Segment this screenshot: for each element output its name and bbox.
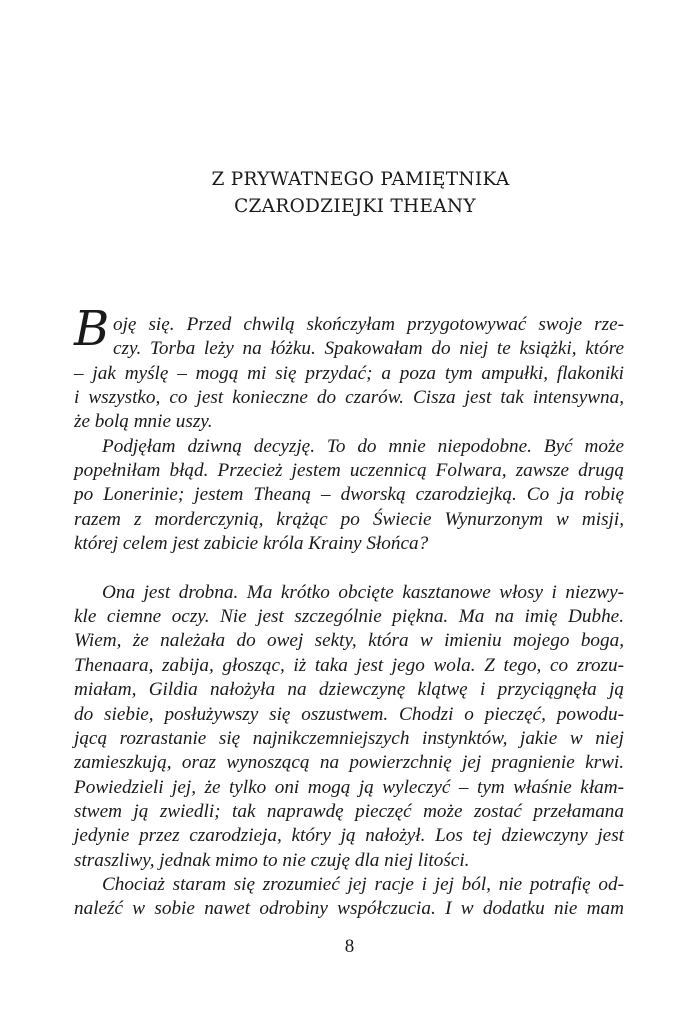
- paragraph: [74, 581, 624, 873]
- text-line: jedynie przez czarodzieja, który ją nałożył. Los tej dziewczyny jest: [74, 825, 624, 847]
- text-line: po Lonerinie; jestem Theaną – dworską czarodziejką. Co ja robię: [74, 484, 624, 506]
- text-line: i wszystko, co jest konieczne do czarów. Cisza jest tak intensywna,: [74, 387, 624, 409]
- page-number: 8: [344, 936, 355, 957]
- text-line: zamieszkują, oraz wynoszącą na powierzchnię jej pragnienie krwi.: [74, 752, 624, 774]
- paragraph: [74, 313, 624, 435]
- text-line: kle ciemne oczy. Nie jest szczególnie piękna. Ma na imię Dubhe.: [74, 606, 624, 628]
- text-line: czy. Torba leży na łóżku. Spakowałam do niej te książki, które: [113, 338, 624, 360]
- text-line: że bolą mnie uszy.: [74, 411, 213, 433]
- text-line: której celem jest zabicie króla Krainy Słońca?: [74, 533, 429, 555]
- chapter-title-line-1: Z PRYWATNEGO PAMIĘTNIKA: [211, 169, 510, 190]
- text-line: naleźć w sobie nawet odrobiny współczucia. I w dodatku nie mam: [74, 898, 624, 920]
- text-line: Wiem, że należała do owej sekty, która w imieniu mojego boga,: [74, 630, 624, 652]
- paragraph: [74, 873, 624, 922]
- paragraph: [74, 435, 624, 557]
- text-line: miałam, Gildia nałożyła na dziewczynę klątwę i przyciągnęła ją: [74, 679, 624, 701]
- text-line: Chociaż staram się zrozumieć jej racje i jej ból, nie potrafię od-: [102, 873, 624, 895]
- text-line: – jak myślę – mogą mi się przydać; a poza tym ampułki, flakoniki: [74, 362, 624, 384]
- text-line: popełniłam błąd. Przecież jestem uczennicą Folwara, zawsze drugą: [74, 460, 624, 482]
- text-line: straszliwy, jednak mimo to nie czuję dla niej litości.: [74, 849, 470, 871]
- body-text: [74, 313, 624, 922]
- text-line: oję się. Przed chwilą skończyłam przygotowywać swoje rze-: [113, 314, 624, 335]
- text-line: Thenaara, zabija, głosząc, iż taka jest jego wola. Z tego, co zrozu-: [74, 654, 624, 676]
- text-line: razem z morderczynią, krążąc po Świecie Wynurzonym w misji,: [74, 508, 624, 530]
- text-line: do siebie, posłużywszy się oszustwem. Chodzi o pieczęć, powodu-: [74, 703, 624, 725]
- text-line: stwem ją zwiedli; tak naprawdę pieczęć może zostać przełamana: [74, 800, 624, 822]
- text-line: Powiedzieli jej, że tylko oni mogą ją wyleczyć – tym właśnie kłam-: [74, 776, 624, 798]
- chapter-title-line-2: CZARODZIEJKI THEANY: [234, 196, 476, 217]
- text-line: Ona jest drobna. Ma krótko obcięte kasztanowe włosy i niezwy-: [102, 581, 624, 603]
- text-line: jącą rozrastanie się najnikczemniejszych instynktów, jakie w niej: [74, 727, 624, 749]
- paragraph-gap: [74, 556, 624, 580]
- drop-cap: B: [74, 301, 110, 357]
- chapter-title: [0, 166, 699, 220]
- text-line: Podjęłam dziwną decyzję. To do mnie niepodobne. Być może: [102, 435, 624, 457]
